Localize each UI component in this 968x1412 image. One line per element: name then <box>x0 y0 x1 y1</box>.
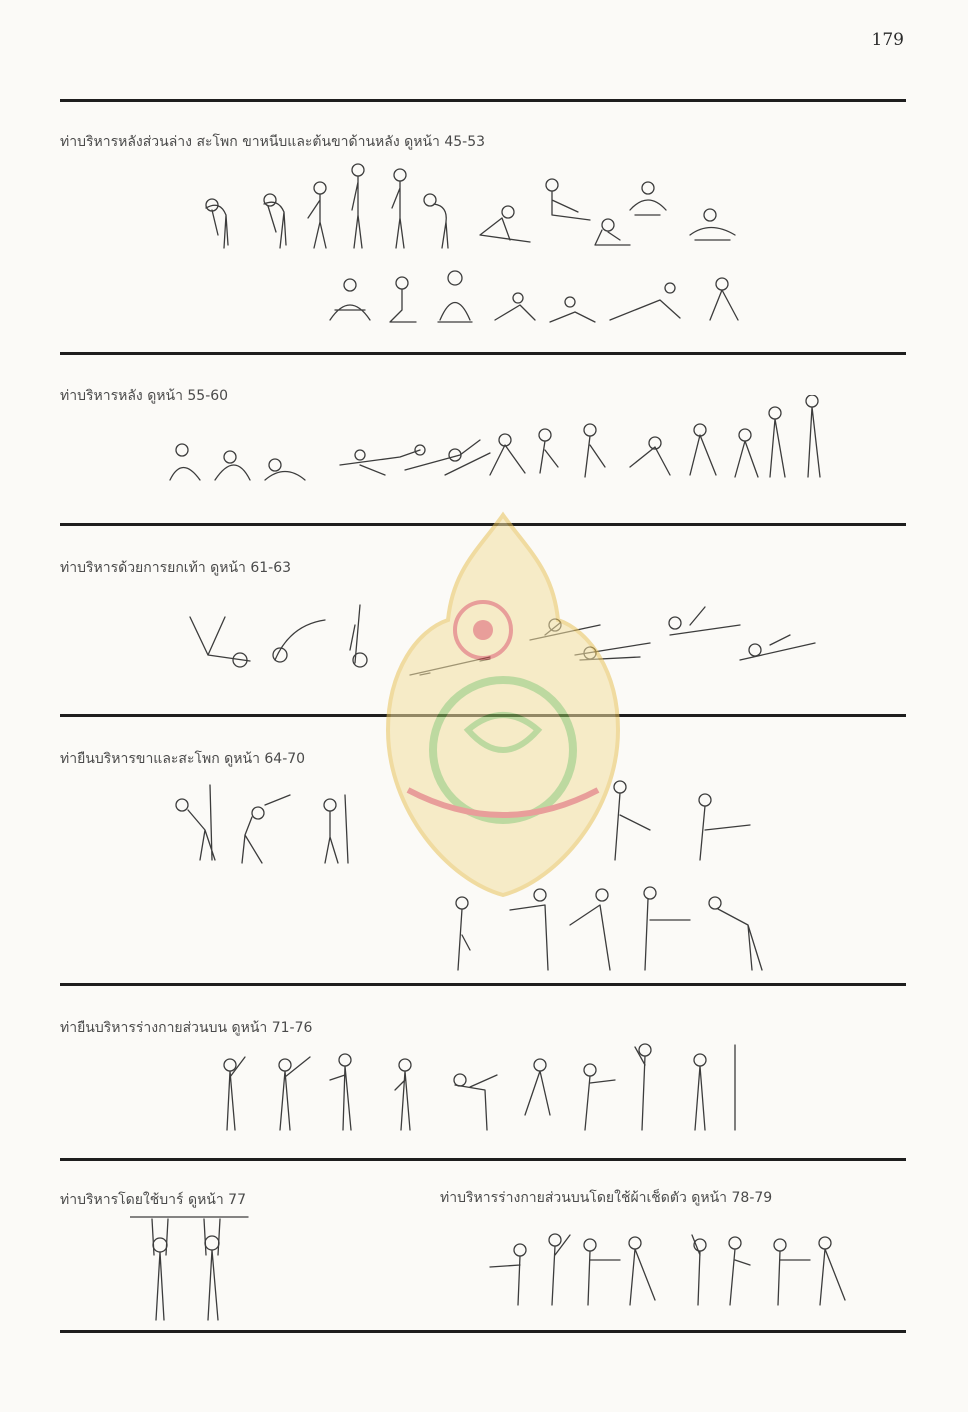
exercise-illustrations-towel <box>480 1225 860 1315</box>
section-heading-standing-upper: ท่ายืนบริหารร่างกายส่วนบน ดูหน้า 71-76 <box>60 1020 313 1036</box>
page-number: 179 <box>871 30 904 50</box>
divider-7 <box>60 1330 906 1333</box>
section-heading-leg-raise: ท่าบริหารด้วยการยกเท้า ดูหน้า 61-63 <box>60 560 292 576</box>
divider-1 <box>60 99 906 102</box>
section-heading-standing-legs: ท่ายืนบริหารขาและสะโพก ดูหน้า 64-70 <box>60 751 306 767</box>
divider-6 <box>60 1158 906 1161</box>
exercise-illustrations-back <box>160 395 840 490</box>
section-heading-back: ท่าบริหารหลัง ดูหน้า 55-60 <box>60 388 229 404</box>
divider-2 <box>60 352 906 355</box>
exercise-illustrations-standing-upper <box>205 1035 755 1135</box>
section-heading-lower-back: ท่าบริหารหลังส่วนล่าง สะโพก ขาหนีบและต้นขาด้านหลัง ดูหน้า 45-53 <box>60 134 486 150</box>
exercise-illustrations-lower-back <box>190 160 760 340</box>
divider-5 <box>60 983 906 986</box>
emblem-watermark <box>358 510 648 900</box>
section-heading-towel: ท่าบริหารร่างกายส่วนบนโดยใช้ผ้าเช็ดตัว ดูหน้า 78-79 <box>440 1190 773 1206</box>
exercise-illustrations-bar <box>130 1215 250 1325</box>
section-heading-bar: ท่าบริหารโดยใช้บาร์ ดูหน้า 77 <box>60 1192 246 1208</box>
